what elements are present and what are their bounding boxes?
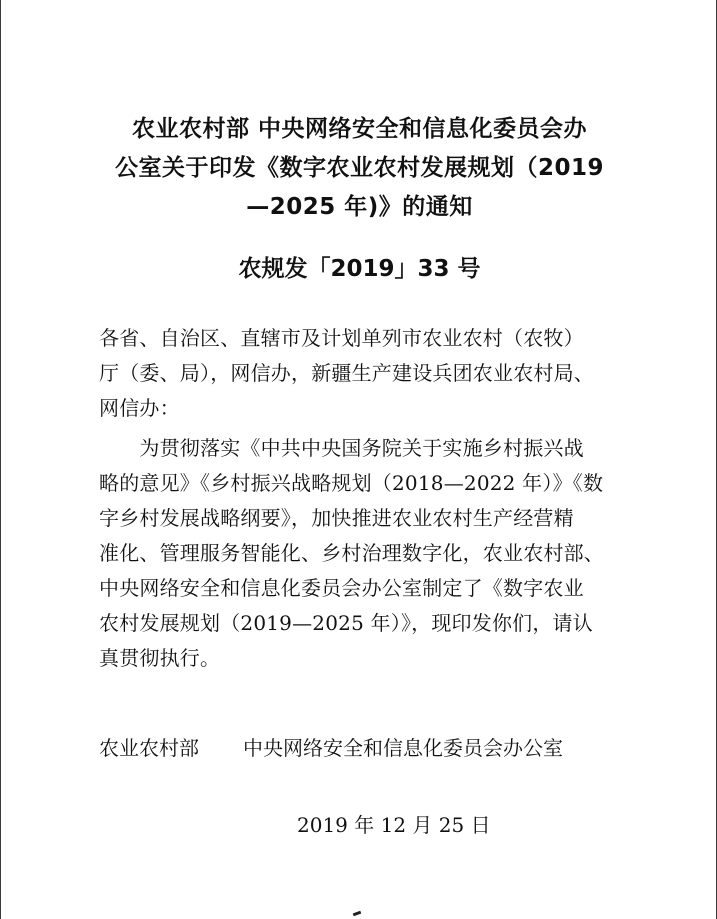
- signatories: [99, 731, 563, 766]
- paragraph-line: 略的意见》《乡村振兴战略规划（2018—2022 年）》《数: [99, 471, 604, 495]
- paragraph-line: 中央网络安全和信息化委员会办公室制定了《数字农业: [99, 576, 584, 600]
- title-line: —2025 年)》的通知: [246, 194, 473, 220]
- document-title: [61, 110, 658, 227]
- paragraph-line: 真贯彻执行。: [99, 646, 221, 670]
- issue-date: 2019 年 12 月 25 日: [297, 813, 491, 837]
- title-line: 农业农村部 中央网络安全和信息化委员会办: [131, 116, 587, 142]
- paragraph-line: 为贯彻落实《中共中央国务院关于实施乡村振兴战: [99, 436, 584, 460]
- paragraph-line: 准化、管理服务智能化、乡村治理数字化，农业农村部、: [99, 541, 604, 565]
- paragraph-line: 字乡村发展战略纲要》，加快推进农业农村生产经营精: [99, 506, 574, 530]
- signer-cac-office: 中央网络安全和信息化委员会办公室: [243, 736, 563, 760]
- paragraph-line: 农村发展规划（2019—2025 年）》，现印发你们，请认: [99, 611, 593, 635]
- signer-ministry: 农业农村部: [99, 736, 199, 760]
- addressee-line: 厅（委、局），网信办，新疆生产建设兵团农业农村局、: [99, 361, 594, 385]
- addressee-line: 网信办：: [99, 396, 180, 420]
- scan-artifact: [353, 911, 362, 917]
- body-paragraph: [99, 431, 639, 676]
- document-number: 农规发「2019」33 号: [238, 256, 481, 282]
- addressee-block: [99, 321, 639, 426]
- addressee-line: 各省、自治区、直辖市及计划单列市农业农村（农牧）: [99, 326, 584, 350]
- title-line: 公室关于印发《数字农业农村发展规划（2019: [114, 155, 604, 181]
